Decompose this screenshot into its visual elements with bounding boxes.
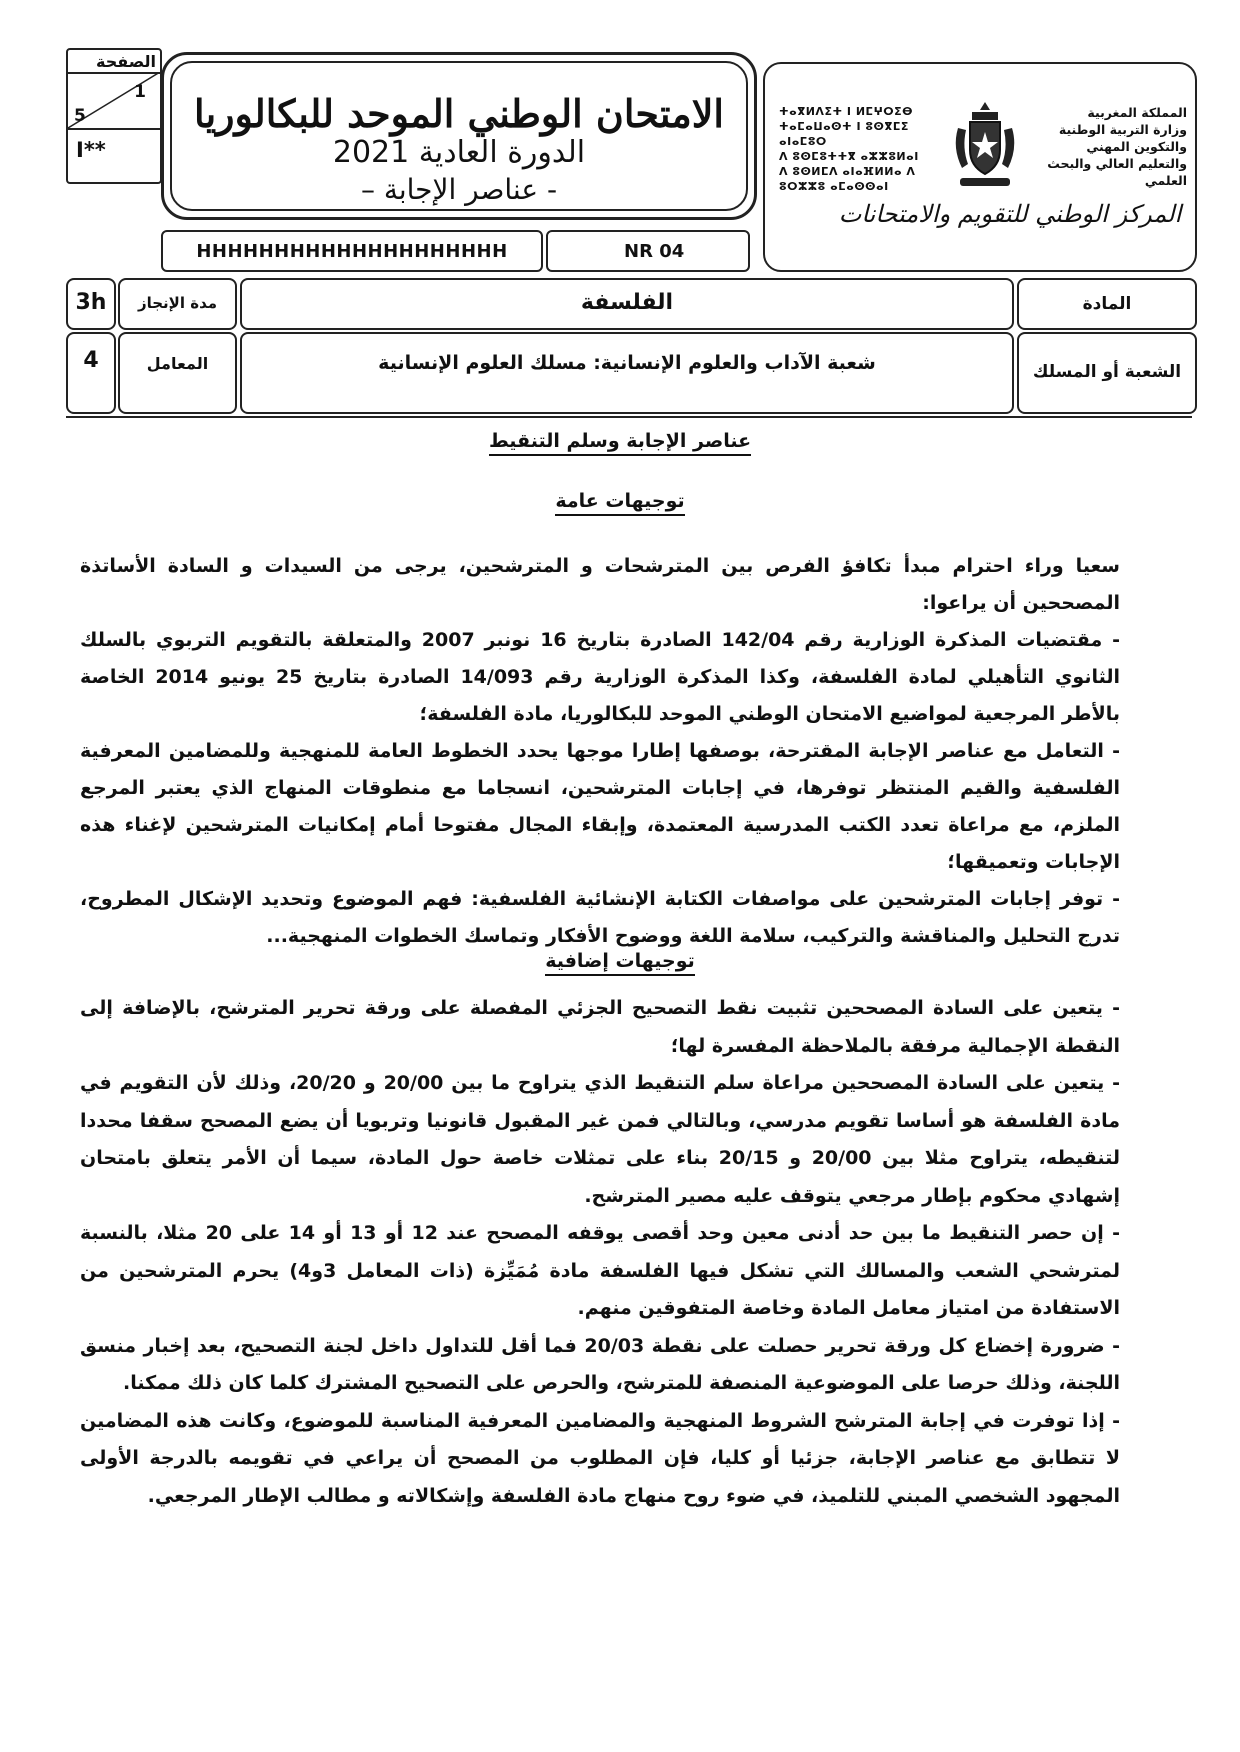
ministry-tifinagh-line: ⵜⴰⴳⵍⴷⵉⵜ ⵏ ⵍⵎⵖⵔⵉⴱ [779, 105, 914, 118]
exam-session: الدورة العادية 2021 [332, 135, 586, 170]
page-total: 5 [74, 106, 86, 126]
coef-value-cell [66, 332, 116, 414]
duration-value: 3h [75, 290, 107, 315]
ministry-box [763, 62, 1197, 272]
coef-label-cell [118, 332, 237, 414]
code-nr: NR 04 [624, 241, 685, 262]
exam-title: الامتحان الوطني الموحد للبكالوريا [194, 91, 724, 136]
exam-title-box [161, 52, 757, 220]
duration-label-cell [118, 278, 237, 330]
page-number-box [66, 48, 162, 184]
paragraph: - توفر إجابات المترشحين على مواصفات الكتابة الإنشائية الفلسفية: فهم الموضوع وتحديد الإشكال المطروح، تدرج التحليل والمناقشة والتركيب، سلامة اللغة ووضوح الأفكار وتماسك الخطوات المنهجية... [80, 888, 1120, 947]
ministry-line: والتعليم العالي والبحث العلمي [1047, 156, 1187, 188]
additional-heading [0, 950, 1240, 972]
ministry-line: وزارة التربية الوطنية [1058, 122, 1187, 137]
general-instructions [80, 548, 1120, 955]
duration-label: مدة الإنجاز [137, 294, 218, 312]
code-h: HHHHHHHHHHHHHHHHHHHH [196, 241, 508, 262]
ministry-tifinagh [779, 104, 949, 194]
paragraph: - إن حصر التنقيط ما بين حد أدنى معين وحد أقصى يوقفه المصحح عند 12 أو 13 أو 14 على 20 مثلا، بالنسبة لمترشحي الشعب والمسالك التي تشكل فيها الفلسفة مادة مُمَيِّزة (ذات المعامل 3و4) يحرم المترشحين من الاستفادة من امتياز معامل المادة وخاصة المتفوقين منهم. [80, 1222, 1120, 1319]
code-nr-box [546, 230, 750, 272]
track-value: شعبة الآداب والعلوم الإنسانية: مسلك العلوم الإنسانية [378, 352, 876, 374]
header-divider [66, 416, 1192, 418]
page-number: 1 [134, 82, 146, 102]
ministry-line: المملكة المغربية [1087, 105, 1187, 120]
ministry-line: والتكوين المهني [1086, 139, 1187, 154]
track-label: الشعبة أو المسلك [1032, 362, 1182, 382]
subject-value-cell [240, 278, 1014, 330]
page-label: الصفحة [95, 52, 156, 71]
ministry-tifinagh-line: ⴷ ⵓⵙⵍⵎⴷ ⴰⵏⴰⴼⵍⵍⴰ ⴷ ⵓⵔⵣⵣⵓ ⴰⵎⴰⵙⵙⴰⵏ [779, 165, 916, 193]
track-value-cell [240, 332, 1014, 414]
national-center: المركز الوطني للتقويم والامتحانات [838, 200, 1182, 228]
coef-label: المعامل [146, 354, 209, 373]
paragraph: - ضرورة إخضاع كل ورقة تحرير حصلت على نقطة 20/03 فما أقل للتداول داخل لجنة التصحيح، بعد إخبار منسق اللجنة، وذلك حرصا على الموضوعية المنصفة للمترشح، والحرص على التصحيح المشترك كلما كان ذلك ممكنا. [80, 1334, 1120, 1394]
track-label-cell [1017, 332, 1197, 414]
subject-label: المادة [1082, 294, 1132, 314]
paragraph: - يتعين على السادة المصححين تثبيت نقط التصحيح الجزئي المفصلة على ورقة تحرير المترشح، بالإضافة إلى النقطة الإجمالية مرفقة بالملاحظة المفسرة لها؛ [80, 997, 1120, 1057]
subject-label-cell [1017, 278, 1197, 330]
coef-value: 4 [83, 348, 99, 373]
paragraph: سعيا وراء احترام مبدأ تكافؤ الفرص بين المترشحات و المترشحين، يرجى من السيدات و السادة الأساتذة المصححين أن يراعوا: [80, 555, 1120, 614]
paragraph: - يتعين على السادة المصححين مراعاة سلم التنقيط الذي يتراوح ما بين 20/00 و 20/20، وذلك لأن التقويم في مادة الفلسفة هو أساسا تقويم مدرسي، وبالتالي فمن غير المقبول قانونيا وتربويا أن يضع المصحح سقفا محددا لتنقيطه، يتراوح مثلا بين 20/00 و 20/15 بناء على تمثلات خاصة حول المادة، سيما أن الأمر يتعلق بامتحان إشهادي محكوم بإطار مرجعي يتوقف عليه مصير المترشح. [80, 1072, 1120, 1207]
additional-instructions [80, 990, 1120, 1515]
exam-code: I** [76, 138, 106, 162]
coat-of-arms-icon [950, 98, 1020, 194]
general-heading-text: توجيهات عامة [555, 490, 684, 516]
general-heading [0, 490, 1240, 512]
code-h-box [161, 230, 543, 272]
additional-heading-text: توجيهات إضافية [545, 950, 695, 976]
paragraph: - التعامل مع عناصر الإجابة المقترحة، بوصفها إطارا موجها يحدد الخطوط العامة للمنهجية وللمضامين المعرفية الفلسفية والقيم المنتظر توفرها، في إجابات المترشحين، انسجاما مع منطوقات المنهاج الذي يعتبر المرجع الملزم، مع مراعاة تعدد الكتب المدرسية المعتمدة، وإبقاء المجال مفتوحا أمام إمكانيات المترشحين لإغناء هذه الإجابات وتعميقها؛ [80, 740, 1120, 873]
subject-value: الفلسفة [580, 290, 674, 315]
main-heading [0, 430, 1240, 452]
paragraph: - مقتضيات المذكرة الوزارية رقم 142/04 الصادرة بتاريخ 16 نونبر 2007 والمتعلقة بالتقويم التربوي بالسلك الثانوي التأهيلي لمادة الفلسفة، وكذا المذكرة الوزارية رقم 14/093 الصادرة بتاريخ 25 يونيو 2014 الخاصة بالأطر المرجعية لمواضيع الامتحان الوطني الموحد للبكالوريا، مادة الفلسفة؛ [80, 629, 1121, 725]
paragraph: - إذا توفرت في إجابة المترشح الشروط المنهجية والمضامين المعرفية المناسبة للموضوع، وكانت هذه المضامين لا تتطابق مع عناصر الإجابة، جزئيا أو كليا، فإن المطلوب من المصحح أن يراعي في تقويمه بالدرجة الأولى المجهود الشخصي المبني للتلميذ، في ضوء روح منهاج مادة الفلسفة وإشكالاته و مطالب الإطار المرجعي. [80, 1409, 1120, 1507]
exam-subtitle: - عناصر الإجابة – [360, 173, 558, 206]
ministry-arabic [1037, 104, 1187, 189]
ministry-tifinagh-line: ⵜⴰⵎⴰⵡⴰⵙⵜ ⵏ ⵓⵙⴳⵎⵉ ⴰⵏⴰⵎⵓⵔ [779, 120, 909, 148]
duration-value-cell [66, 278, 116, 330]
main-heading-text: عناصر الإجابة وسلم التنقيط [489, 430, 751, 456]
ministry-tifinagh-line: ⴷ ⵓⵙⵎⵓⵜⵜⴳ ⴰⵣⵣⵓⵍⴰⵏ [779, 150, 919, 163]
